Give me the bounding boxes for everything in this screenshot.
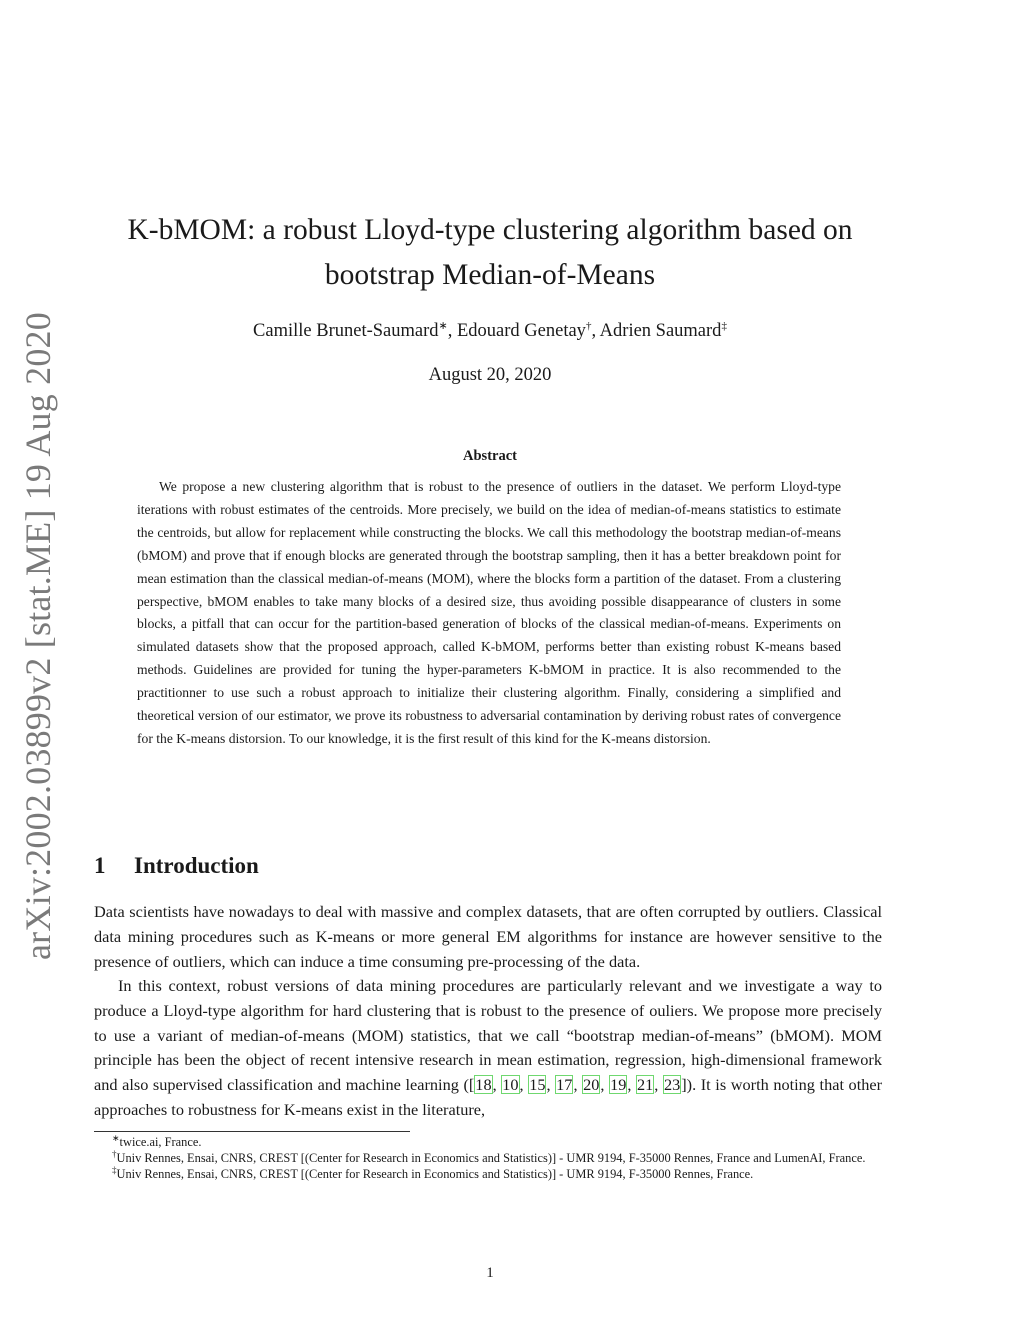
author-3 xyxy=(600,321,727,341)
intro-paragraph-1: Data scientists have nowadays to deal with massive and complex datasets, that are often corrupted by outliers. Classical data mining procedures such as K-means or more general EM algorithms for instance are however sensitive to the presence of outliers, which can induce a time consuming pre-processing of the data. xyxy=(94,902,882,971)
intro-paragraph-2-continuation: ]). It is worth noting that other approaches to robustness for K-means exist in the literature, xyxy=(94,1075,883,1119)
author-name: Camille Brunet-Saumard xyxy=(253,321,439,341)
citation-link[interactable]: 21 xyxy=(637,1075,654,1095)
footnote-2 xyxy=(94,1150,882,1166)
publication-date: August 20, 2020 xyxy=(428,365,552,385)
section-number: 1 xyxy=(94,853,106,878)
author-footnote-mark[interactable]: † xyxy=(585,319,592,332)
intro-paragraph-2-text: In this context, robust versions of data mining procedures are particularly relevant and we investigate a way to produce a Lloyd-type algorithm for hard clustering that is robust to the presence of ouliers. We propose more precisely to use a variant of median-of-means (MOM) statistics, that we call “bootstrap median-of-means” (bMOM). MOM principle has been the object of recent intensive research in mean estimation, regression, high-dimensional framework and also supervised classification and machine learning ([ xyxy=(94,976,882,1095)
paper-title-line-1: K-bMOM: a robust Lloyd-type clustering algorithm based on xyxy=(127,214,853,246)
author-2 xyxy=(457,321,600,341)
citation-link[interactable]: 23 xyxy=(663,1075,681,1095)
footnote-mark: ∗ xyxy=(112,1132,120,1143)
footnote-text: twice.ai, France. xyxy=(119,1135,202,1149)
author-list xyxy=(100,318,880,344)
author-footnote-mark[interactable]: ‡ xyxy=(721,319,727,332)
author-footnote-mark[interactable]: ∗ xyxy=(438,319,448,332)
page-number: 1 xyxy=(486,1265,494,1281)
footnote-mark: † xyxy=(112,1148,117,1159)
author-1 xyxy=(253,321,457,341)
citation-link[interactable]: 10 xyxy=(502,1075,519,1095)
paper-title-line-2: bootstrap Median-of-Means xyxy=(324,259,656,291)
section-heading-introduction xyxy=(94,850,259,882)
paper-title xyxy=(100,208,880,298)
citation-link[interactable]: 17 xyxy=(556,1075,573,1095)
abstract-heading: Abstract xyxy=(463,448,517,464)
footnote-mark: ‡ xyxy=(112,1164,117,1175)
footnote-1 xyxy=(94,1134,882,1150)
arxiv-identifier-stamp: arXiv:2002.03899v2 [stat.ME] 19 Aug 2020 xyxy=(18,312,58,960)
author-separator: , xyxy=(447,321,457,341)
author-name: Edouard Genetay xyxy=(457,321,586,341)
footnote-text: Univ Rennes, Ensai, CNRS, CREST [(Center for Research in Economics and Statistics)] - UMR 9194, F-35000 Rennes, France. xyxy=(116,1167,754,1181)
section-title: Introduction xyxy=(134,853,259,878)
author-name: Adrien Saumard xyxy=(599,321,722,341)
citation-link[interactable]: 15 xyxy=(529,1075,546,1095)
author-separator: , xyxy=(591,321,600,341)
intro-paragraph-2: In this context, robust versions of data mining procedures are particularly relevant and we investigate a way to produce a Lloyd-type algorithm for hard clustering that is robust to the presence of ouliers. We propose more precisely to use a variant of median-of-means (MOM) statistics, that we call “bootstrap median-of-means” (bMOM). MOM principle has been the object of recent intensive research in mean estimation, regression, high-dimensional framework and also supervised classification and machine learning ([18, 10, 15, 17, 20, 19, 21, 23]). It is worth noting that other approaches to robustness for K-means exist in the literature, xyxy=(94,976,883,1119)
footnotes xyxy=(94,1134,882,1182)
citation-link[interactable]: 18 xyxy=(475,1075,492,1095)
citation-link[interactable]: 20 xyxy=(583,1075,600,1095)
citation-link[interactable]: 19 xyxy=(610,1075,627,1095)
abstract-text: We propose a new clustering algorithm that is robust to the presence of outliers in the dataset. We perform Lloyd-type iterations with robust estimates of the centroids. More precisely, we build on the idea of median-of-means statistics to estimate the centroids, but allow for replacement while constructing the blocks. We call this methodology the bootstrap median-of-means (bMOM) and prove that if enough blocks are generated through the bootstrap sampling, then it has a better breakdown point for mean estimation than the classical median-of-means (MOM), where the blocks form a partition of the dataset. From a clustering perspective, bMOM enables to take many blocks of a desired size, thus avoiding possible disappearance of clusters in some blocks, a pitfall that can occur for the partition-based generation of blocks of the classical median-of-means. Experiments on simulated datasets show that the proposed approach, called K-bMOM, performs better than existing robust K-means based methods. Guidelines are provided for tuning the hyper-parameters K-bMOM in practice. It is also recommended to the practitionner to use such a robust approach to initialize their clustering algorithm. Finally, considering a simplified and theoretical version of our estimator, we prove its robustness to adversarial contamination by deriving robust rates of convergence for the K-means distorsion. To our knowledge, it is the first result of this kind for the K-means distorsion. xyxy=(137,479,841,746)
footnote-divider xyxy=(94,1131,410,1132)
footnote-text: Univ Rennes, Ensai, CNRS, CREST [(Center for Research in Economics and Statistics)] - UMR 9194, F-35000 Rennes, France and LumenAI, France. xyxy=(116,1151,866,1165)
footnote-3 xyxy=(94,1166,882,1182)
